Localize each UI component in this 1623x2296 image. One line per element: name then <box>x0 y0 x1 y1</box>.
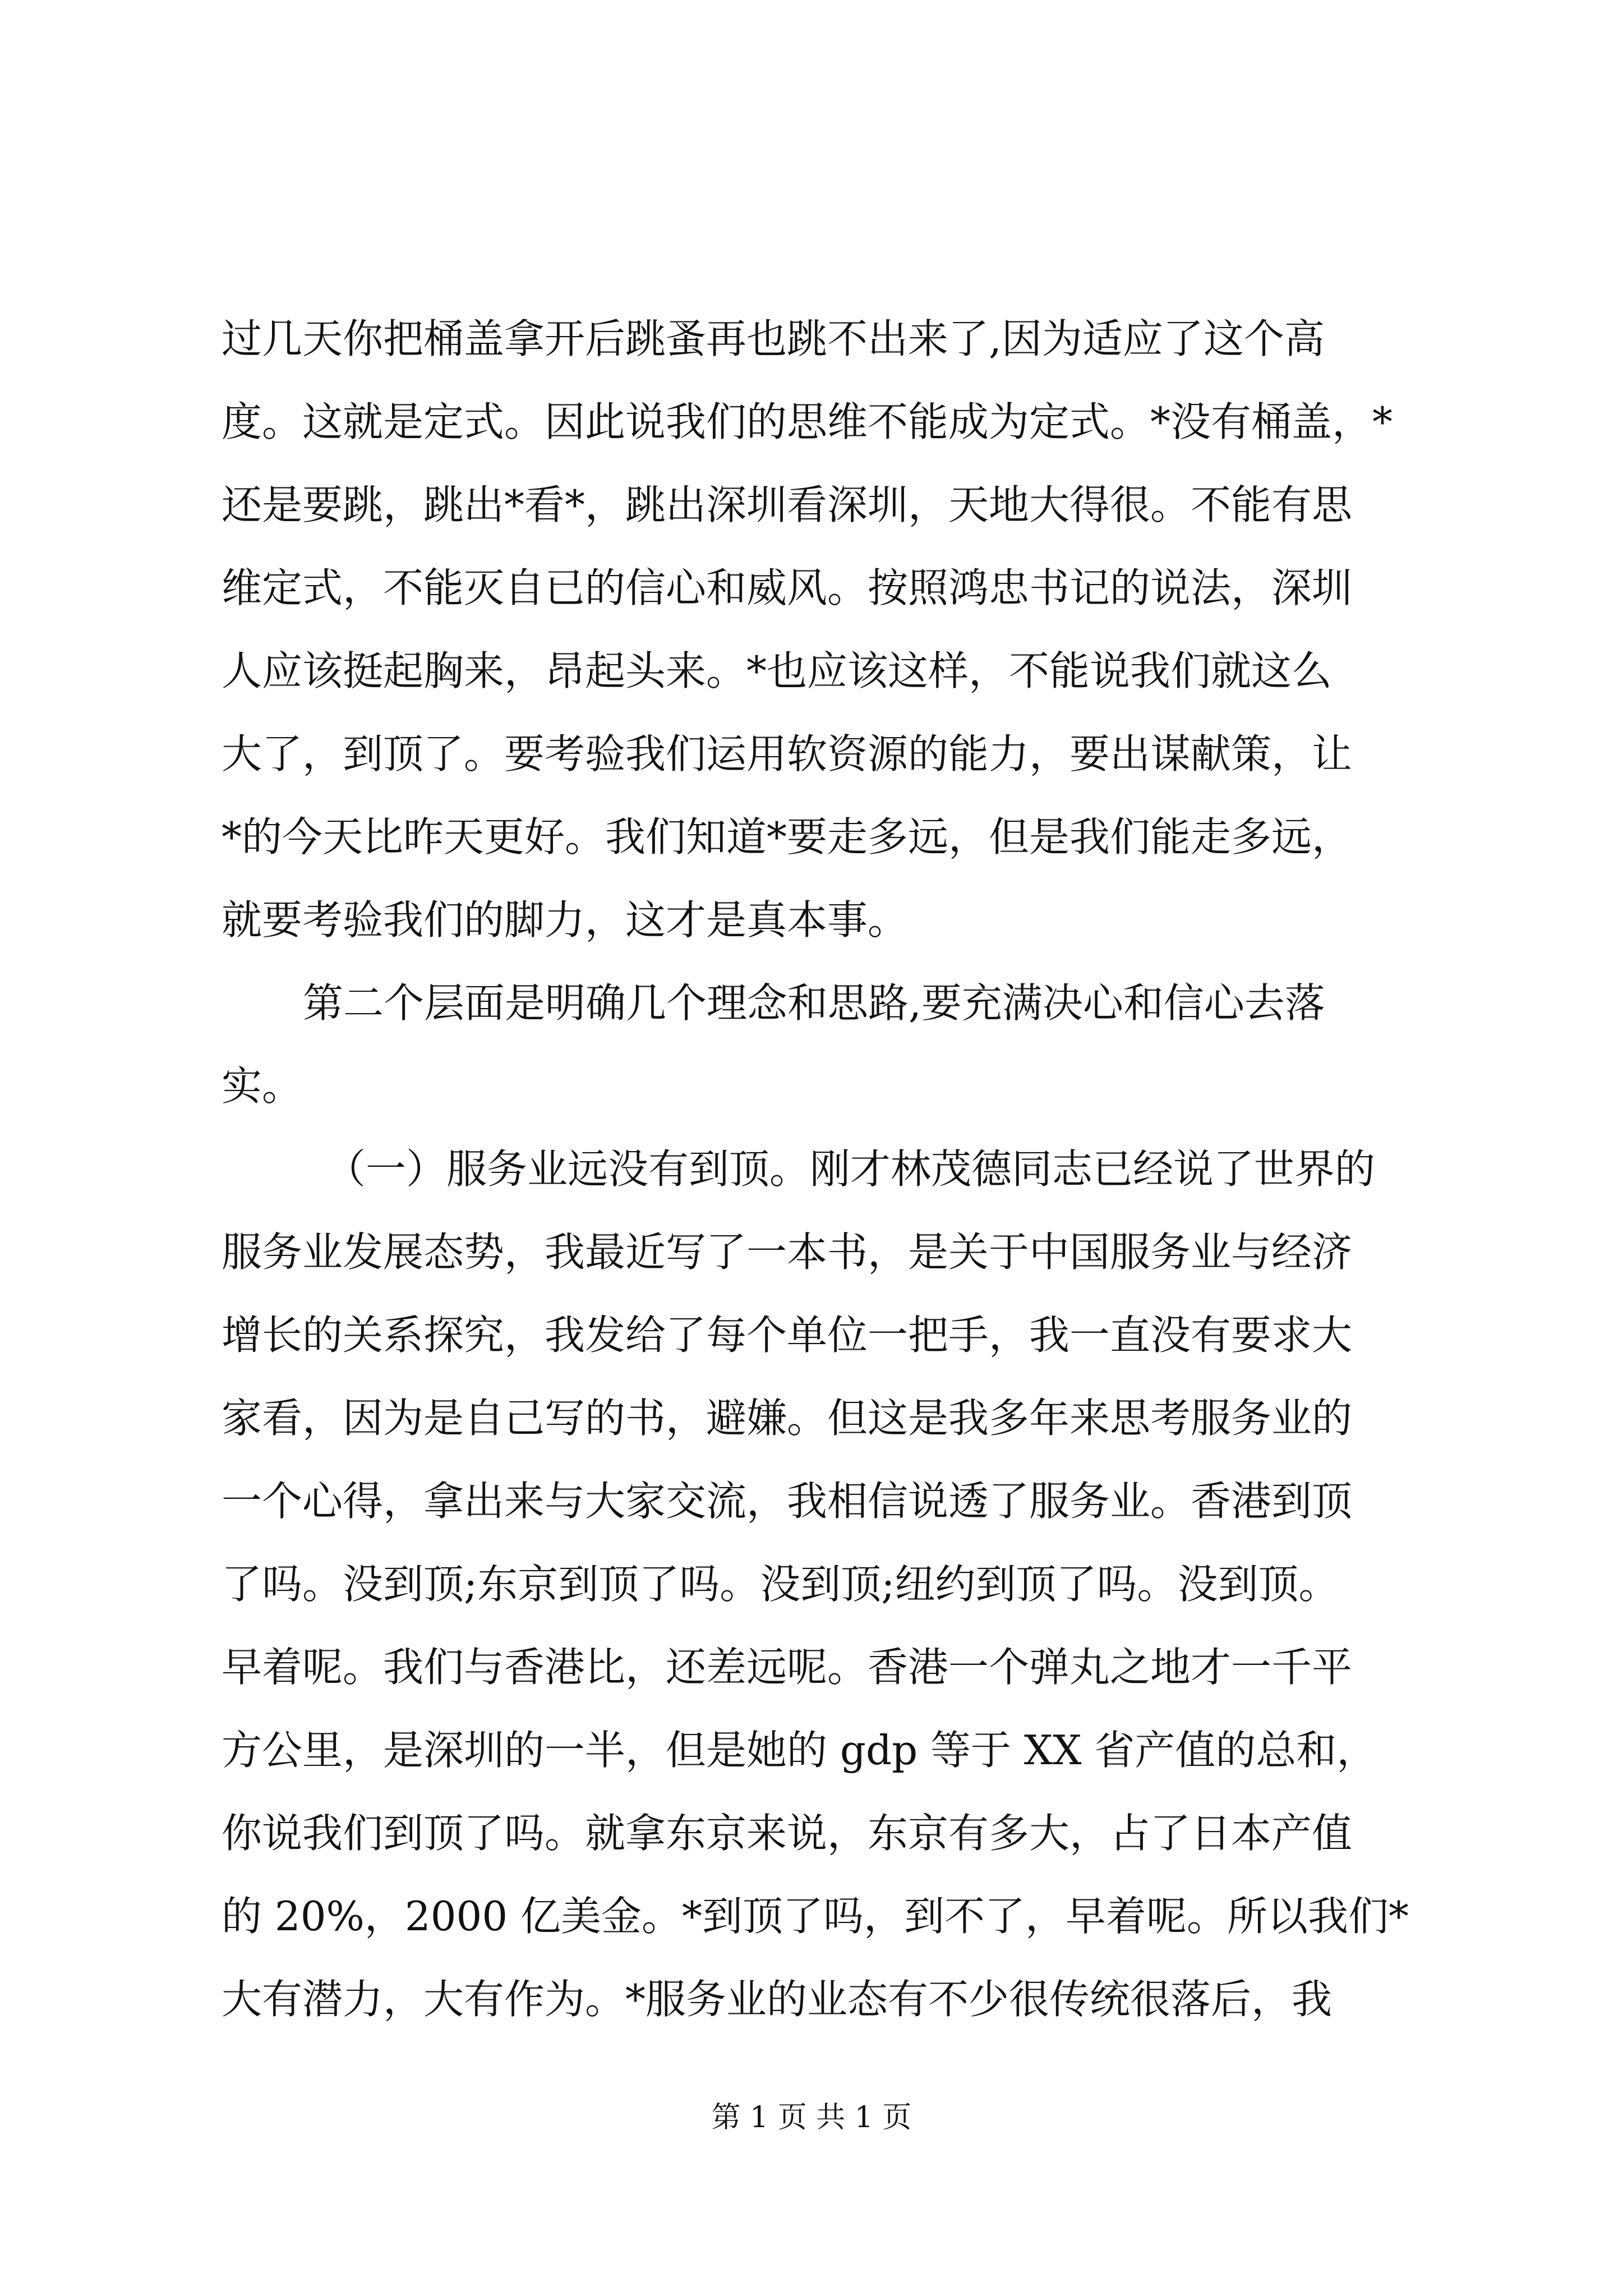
text-line: 早着呢。我们与香港比，还差远呢。香港一个弹丸之地才一千平 <box>222 1644 1353 1691</box>
text-line: 增长的关系探究，我发给了每个单位一把手，我一直没有要求大 <box>222 1312 1353 1359</box>
text-line: 维定式，不能灭自已的信心和威风。按照鸿忠书记的说法，深圳 <box>222 564 1353 611</box>
text-line: 你说我们到顶了吗。就拿东京来说，东京有多大，占了日本产值 <box>222 1810 1353 1857</box>
text-line: 度。这就是定式。因此说我们的思维不能成为定式。*没有桶盖，* <box>222 398 1393 445</box>
page-footer: 第 1 页 共 1 页 <box>711 2101 912 2134</box>
text-line: 人应该挺起胸来，昂起头来。*也应该这样，不能说我们就这么 <box>222 647 1332 694</box>
text-line: 了吗。没到顶;东京到顶了吗。没到顶;纽约到顶了吗。没到顶。 <box>222 1561 1339 1608</box>
text-line: 还是要跳，跳出*看*，跳出深圳看深圳，天地大得很。不能有思 <box>222 481 1353 528</box>
text-line: 方公里，是深圳的一半，但是她的 gdp 等于 XX 省产值的总和， <box>222 1727 1377 1774</box>
text-line: 实。 <box>222 1062 303 1110</box>
document-body <box>222 297 1511 2041</box>
text-line: 一个心得，拿出来与大家交流，我相信说透了服务业。香港到顶 <box>222 1478 1353 1525</box>
text-line: *的今天比昨天更好。我们知道*要走多远，但是我们能走多远， <box>222 813 1353 861</box>
text-line: 家看，因为是自己写的书，避嫌。但这是我多年来思考服务业的 <box>222 1395 1353 1442</box>
text-line: 过几天你把桶盖拿开后跳蚤再也跳不出来了,因为适应了这个高 <box>222 315 1325 362</box>
text-line: 的 20%，2000 亿美金。*到顶了吗，到不了，早着呢。所以我们* <box>222 1893 1409 1940</box>
section-heading-line: （一）服务业远没有到顶。刚才林茂德同志已经说了世界的 <box>325 1145 1376 1193</box>
text-line: 大了，到顶了。要考验我们运用软资源的能力，要出谋献策，让 <box>222 730 1353 777</box>
text-line: 就要考验我们的脚力，这才是真本事。 <box>222 896 909 944</box>
text-line: 大有潜力，大有作为。*服务业的业态有不少很传统很落后，我 <box>222 1976 1332 2023</box>
text-line: 服务业发展态势，我最近写了一本书，是关于中国服务业与经济 <box>222 1228 1353 1276</box>
paragraph-start-line: 第二个层面是明确几个理念和思路,要充满决心和信心去落 <box>303 979 1325 1027</box>
